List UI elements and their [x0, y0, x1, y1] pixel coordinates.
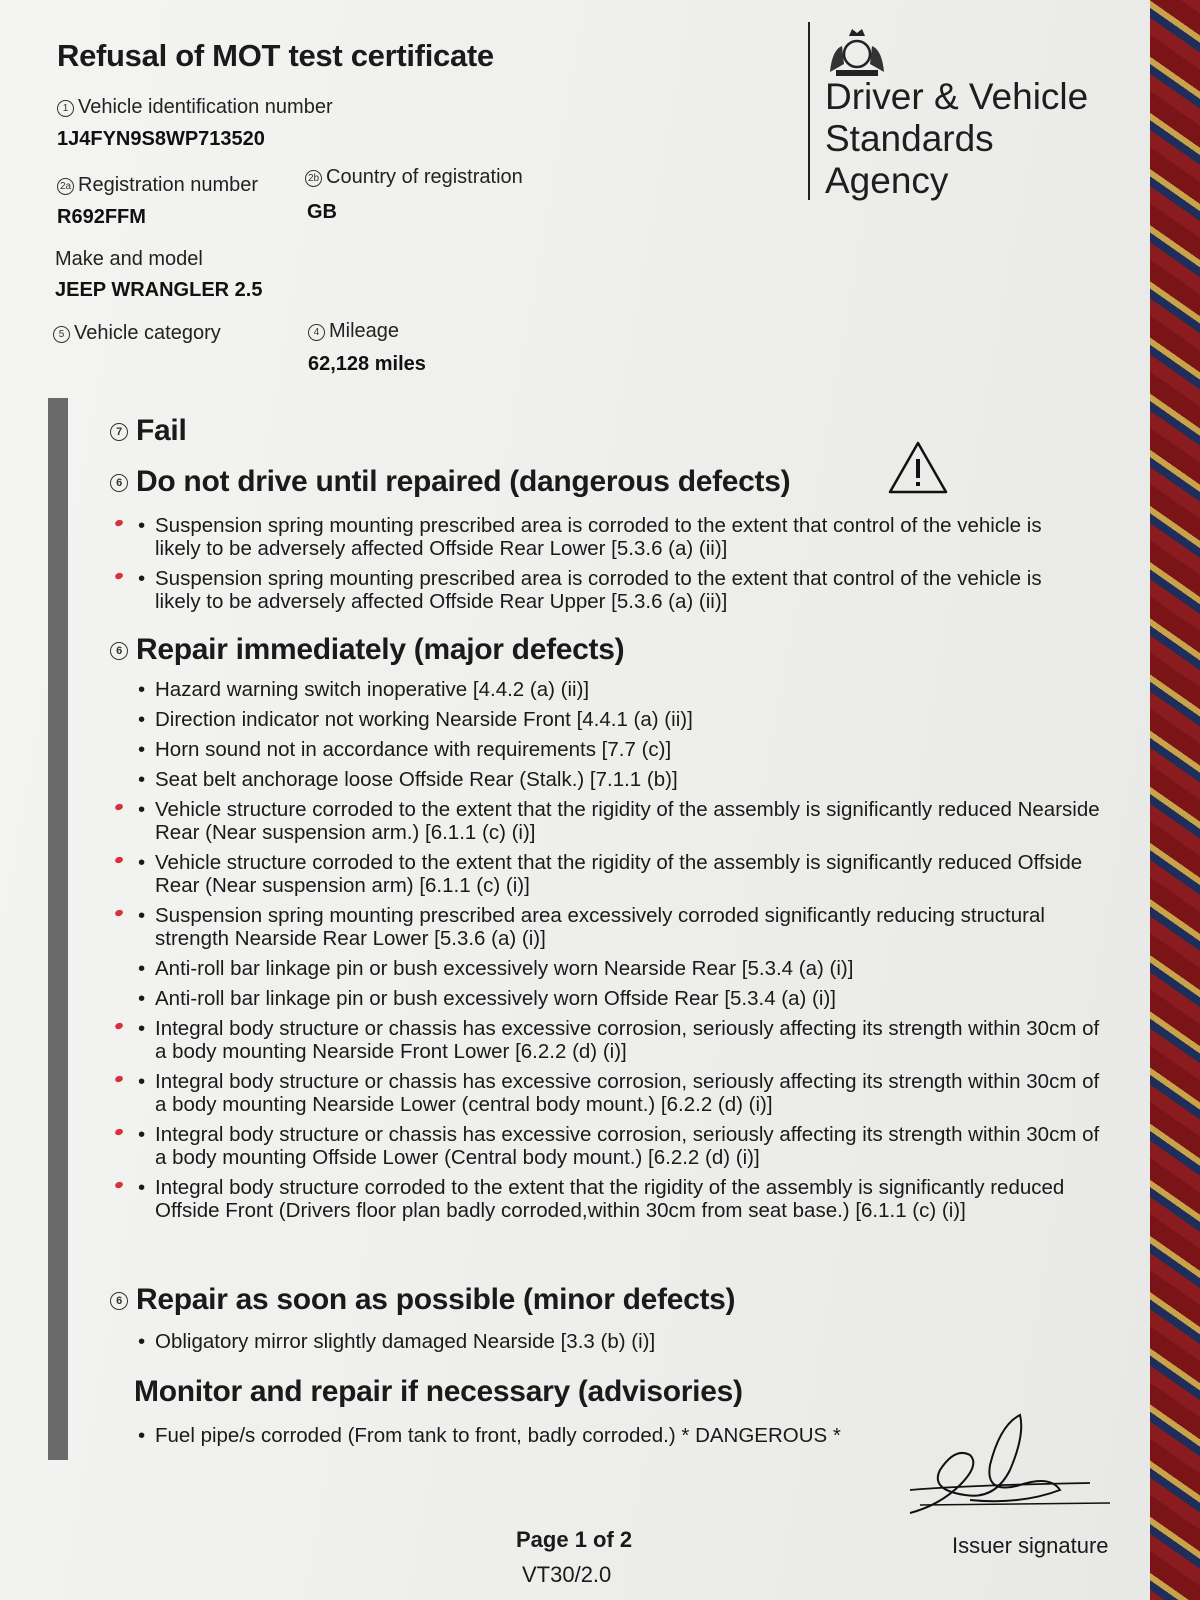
- major-defects-heading: 6 Repair immediately (major defects): [110, 633, 624, 667]
- warning-triangle-icon: [887, 440, 949, 496]
- defect-item: • Hazard warning switch inoperative [4.4.2 (a) (ii)]: [135, 678, 1100, 701]
- agency-name: Driver & Vehicle Standards Agency: [825, 76, 1089, 201]
- minor-defects-heading: 6 Repair as soon as possible (minor defects): [110, 1283, 735, 1317]
- advisory-item: • Fuel pipe/s corroded (From tank to front, badly corroded.) * DANGEROUS *: [135, 1424, 1035, 1447]
- issuer-signature-image: [900, 1395, 1120, 1535]
- mileage-value: 62,128 miles: [308, 353, 426, 375]
- defect-item: • Integral body structure corroded to the extent that the rigidity of the assembly is significantly reduced Offside Front (Drivers floor plan badly corroded,within 30cm from seat base.) [6.1.1 (c) (i)]: [135, 1176, 1100, 1222]
- dangerous-defects-heading: 6 Do not drive until repaired (dangerous defects): [110, 465, 790, 499]
- defect-item: • Obligatory mirror slightly damaged Nearside [3.3 (b) (i)]: [135, 1330, 1035, 1353]
- registration-value: R692FFM: [57, 206, 146, 228]
- registration-label: 2a Registration number: [57, 174, 258, 197]
- page-number: Page 1 of 2: [516, 1527, 633, 1552]
- test-result: 7 Fail: [110, 414, 186, 448]
- defect-item: • Direction indicator not working Nearside Front [4.4.1 (a) (ii)]: [135, 708, 1100, 731]
- major-defects-list: [135, 678, 1100, 1229]
- defect-item: • Seat belt anchorage loose Offside Rear (Stalk.) [7.1.1 (b)]: [135, 768, 1100, 791]
- issuer-signature-label: Issuer signature: [952, 1533, 1109, 1558]
- vin-value: 1J4FYN9S8WP713520: [57, 128, 265, 150]
- pen-mark: [114, 1075, 124, 1083]
- field-number-icon: 5: [53, 326, 70, 343]
- field-number-icon: 2a: [57, 178, 74, 195]
- defect-item: • Anti-roll bar linkage pin or bush excessively worn Offside Rear [5.3.4 (a) (i)]: [135, 987, 1100, 1010]
- field-number-icon: 6: [110, 474, 128, 492]
- pen-mark: [114, 1022, 124, 1030]
- form-code: VT30/2.0: [522, 1562, 612, 1587]
- vehicle-category-label: 5 Vehicle category: [53, 322, 221, 345]
- defect-item: • Vehicle structure corroded to the extent that the rigidity of the assembly is significantly reduced Nearside Rear (Near suspension arm.) [6.1.1 (c) (i)]: [135, 798, 1100, 844]
- dangerous-defects-list: [135, 514, 1055, 620]
- defect-item: • Integral body structure or chassis has excessive corrosion, seriously affecting its strength within 30cm of a body mounting Nearside Front Lower [6.2.2 (d) (i)]: [135, 1017, 1100, 1063]
- country-value: GB: [307, 201, 337, 223]
- field-number-icon: 1: [57, 100, 74, 117]
- defect-item: • Suspension spring mounting prescribed area is corroded to the extent that control of the vehicle is likely to be adversely affected Offside Rear Upper [5.3.6 (a) (ii)]: [135, 567, 1055, 613]
- field-number-icon: 7: [110, 423, 128, 441]
- country-label: 2b Country of registration: [305, 166, 523, 189]
- minor-defects-list: [135, 1330, 1035, 1360]
- defect-item: • Suspension spring mounting prescribed area is corroded to the extent that control of the vehicle is likely to be adversely affected Offside Rear Lower [5.3.6 (a) (ii)]: [135, 514, 1055, 560]
- defect-item: • Integral body structure or chassis has excessive corrosion, seriously affecting its strength within 30cm of a body mounting Nearside Lower (central body mount.) [6.2.2 (d) (i)]: [135, 1070, 1100, 1116]
- document-title: Refusal of MOT test certificate: [57, 38, 494, 73]
- field-number-icon: 4: [308, 324, 325, 341]
- defect-item: • Integral body structure or chassis has excessive corrosion, seriously affecting its strength within 30cm of a body mounting Offside Lower (Central body mount.) [6.2.2 (d) (i)]: [135, 1123, 1100, 1169]
- pen-mark: [114, 909, 124, 917]
- pen-mark: [114, 803, 124, 811]
- result-section-bar: [48, 398, 68, 1460]
- royal-crest-icon: [822, 24, 892, 82]
- pen-mark: [114, 1128, 124, 1136]
- make-model-value: JEEP WRANGLER 2.5: [55, 279, 263, 301]
- field-number-icon: 6: [110, 642, 128, 660]
- defect-item: • Vehicle structure corroded to the extent that the rigidity of the assembly is significantly reduced Offside Rear (Near suspension arm) [6.1.1 (c) (i)]: [135, 851, 1100, 897]
- field-number-icon: 2b: [305, 170, 322, 187]
- defect-item: • Suspension spring mounting prescribed area excessively corroded significantly reducing structural strength Nearside Rear Lower [5.3.6 (a) (i)]: [135, 904, 1100, 950]
- defect-item: • Horn sound not in accordance with requirements [7.7 (c)]: [135, 738, 1100, 761]
- pen-mark: [114, 1181, 124, 1189]
- vin-label: 1 Vehicle identification number: [57, 96, 333, 119]
- pen-mark: [114, 519, 124, 527]
- field-number-icon: 6: [110, 1292, 128, 1310]
- mileage-label: 4 Mileage: [308, 320, 399, 343]
- pen-mark: [114, 856, 124, 864]
- advisories-heading: Monitor and repair if necessary (advisories): [134, 1375, 743, 1408]
- pen-mark: [114, 572, 124, 580]
- defect-item: • Anti-roll bar linkage pin or bush excessively worn Nearside Rear [5.3.4 (a) (i)]: [135, 957, 1100, 980]
- make-model-label: Make and model: [55, 248, 203, 270]
- agency-divider: [808, 22, 810, 200]
